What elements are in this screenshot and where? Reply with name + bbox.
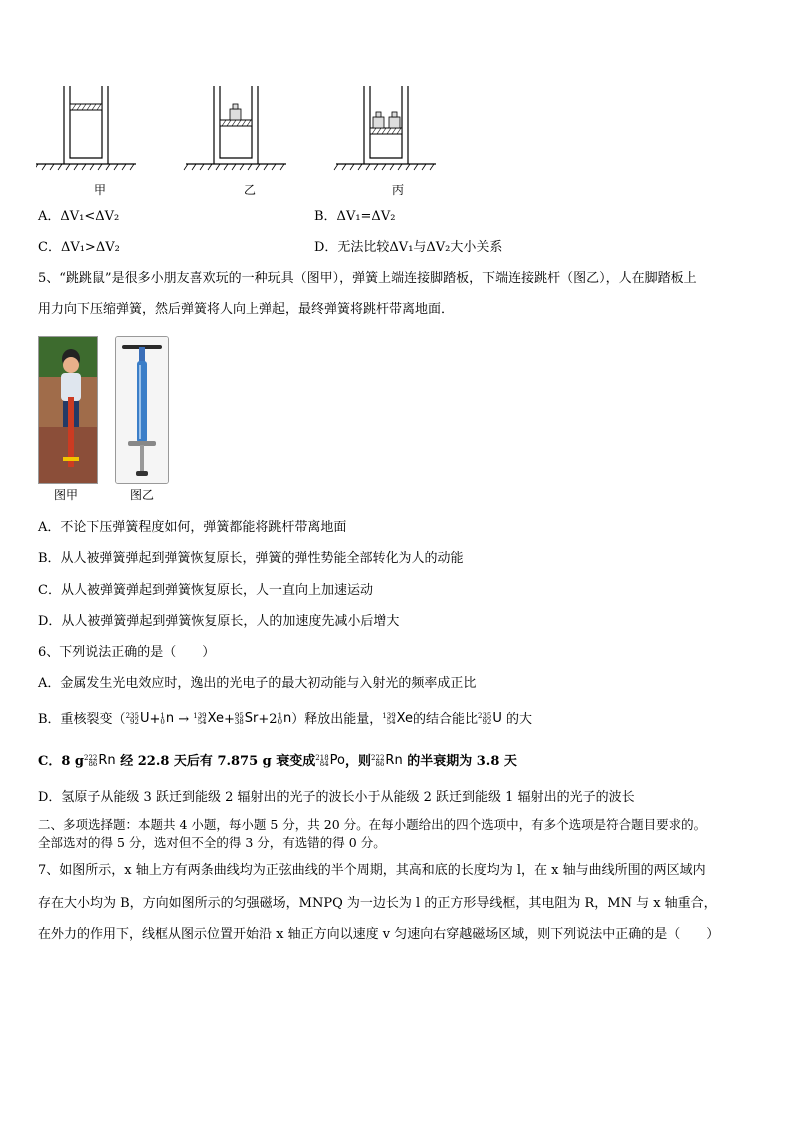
- q7-stem-line1: 7、如图所示，x 轴上方有两条曲线均为正弦曲线的半个周期，其高和底的长度均为 l，在 x 轴与曲线所围的两区域内: [38, 863, 706, 878]
- q6-b-suffix: 的大: [506, 711, 533, 727]
- q6-option-d: D．氢原子从能级 3 跃迁到能级 2 辐射出的光子的波长小于从能级 2 跃迁到能级 1 辐射出的光子的波长: [38, 790, 635, 805]
- nuclide-neutron-2: 1 0 n: [277, 711, 292, 726]
- q5-stem-line1: 5、“跳跳鼠”是很多小朋友喜欢玩的一种玩具（图甲），弹簧上端连接脚踏板，下端连接跳杆（图乙），人在脚踏板上: [38, 271, 697, 286]
- figure-label-bing: 丙: [392, 183, 405, 197]
- q6-b-prefix: B．重核裂变（: [38, 711, 126, 727]
- nuclide-sr95: 95 38 Sr: [234, 711, 259, 726]
- photo-label-jia: 图甲: [54, 488, 79, 502]
- nuclide-rn222: 222 86 Rn: [84, 753, 116, 768]
- q5-option-b: B．从人被弹簧弹起到弹簧恢复原长，弹簧的弹性势能全部转化为人的动能: [38, 551, 464, 566]
- q6-option-c: [38, 752, 517, 771]
- nuclide-xe139-b: 139 54 Xe: [382, 711, 413, 726]
- container-figures: [36, 82, 456, 172]
- q6-option-a: A．金属发生光电效应时，逸出的光电子的最大初动能与入射光的频率成正比: [38, 676, 477, 691]
- q6-c-suffix: 的半衰期为 3.8 天: [407, 753, 517, 769]
- q6-option-b: B．重核裂变（ 235 92 U+ 1 0 n → 139 54 Xe+ 95 38 Sr+2 1 0 n）释放出能量， 139 54 Xe的结合能比 235 92 U 的大: [38, 711, 533, 727]
- nuclide-neutron: 1 0 n: [160, 711, 175, 726]
- section2-line1: 二、多项选择题：本题共 4 小题，每小题 5 分，共 20 分。在每小题给出的四个选项中，有多个选项是符合题目要求的。: [38, 817, 707, 832]
- q4-option-b: B．ΔV₁=ΔV₂: [314, 209, 396, 224]
- figure-label-jia: 甲: [94, 183, 107, 197]
- figure-yi: [184, 86, 286, 170]
- photo-child-on-pogo-stick: [38, 336, 98, 484]
- q4-option-a: A．ΔV₁<ΔV₂: [38, 209, 120, 224]
- q5-stem-line2: 用力向下压缩弹簧，然后弹簧将人向上弹起，最终弹簧将跳杆带离地面．: [38, 302, 455, 317]
- q7-stem-line3: 在外力的作用下，线框从图示位置开始沿 x 轴正方向以速度 v 匀速向右穿越磁场区域，则下列说法中正确的是（ ）: [38, 927, 720, 942]
- q5-option-a: A．不论下压弹簧程度如何，弹簧都能将跳杆带离地面: [38, 520, 347, 535]
- figure-bing: [334, 86, 436, 170]
- q4-option-d: D．无法比较ΔV₁与ΔV₂大小关系: [314, 240, 503, 255]
- q4-option-c: C．ΔV₁>ΔV₂: [38, 240, 120, 255]
- nuclide-u235: 235 92 U: [125, 711, 150, 726]
- q5-option-c: C．从人被弹簧弹起到弹簧恢复原长，人一直向上加速运动: [38, 583, 373, 598]
- q6-b-mid2: 的结合能比: [413, 711, 479, 727]
- figure-jia: [36, 86, 136, 170]
- q6-c-mid2: ，则: [345, 753, 372, 769]
- q5-option-d: D．从人被弹簧弹起到弹簧恢复原长，人的加速度先减小后增大: [38, 614, 400, 629]
- q6-stem: 6、下列说法正确的是（ ）: [38, 645, 216, 660]
- nuclide-xe139: 139 54 Xe: [193, 711, 224, 726]
- q6-c-prefix: C．8 g: [38, 753, 85, 769]
- q6-b-mid: ）释放出能量，: [291, 711, 383, 727]
- figure-label-yi: 乙: [244, 183, 257, 197]
- section2-line2: 全部选对的得 5 分，选对但不全的得 3 分，有选错的得 0 分。: [38, 835, 386, 850]
- photo-pogo-stick: [115, 336, 169, 484]
- nuclide-u235-b: 235 92 U: [478, 711, 502, 726]
- photo-label-yi: 图乙: [130, 488, 155, 502]
- q7-stem-line2: 存在大小均为 B，方向如图所示的匀强磁场，MNPQ 为一边长为 l 的正方形导线框，其电阻为 R，MN 与 x 轴重合，: [38, 896, 717, 911]
- nuclide-rn222-b: 222 86 Rn: [371, 753, 403, 768]
- q6-c-mid: 经 22.8 天后有 7.875 g 衰变成: [120, 753, 316, 769]
- nuclide-po218: 218 84 Po: [315, 753, 346, 768]
